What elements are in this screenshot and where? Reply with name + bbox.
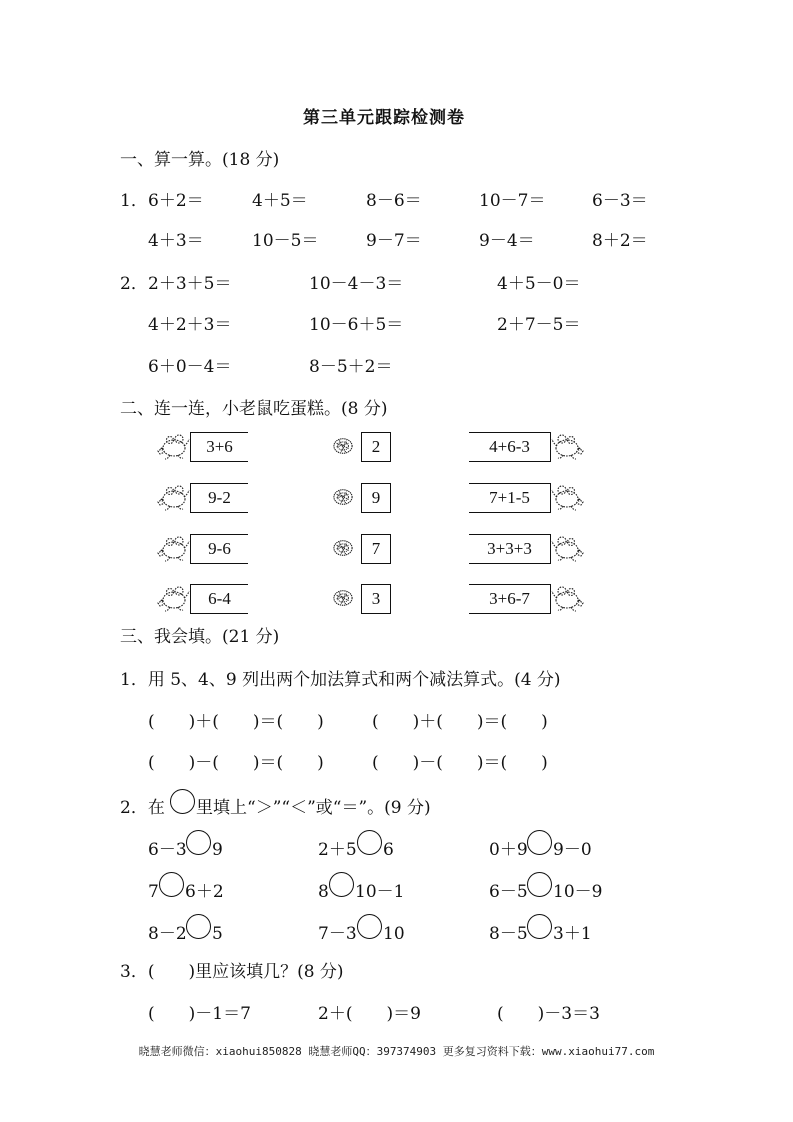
mouse-icon bbox=[156, 431, 190, 461]
compare-right: 6 bbox=[383, 840, 394, 860]
fill-equation[interactable]: 2＋( )＝9 bbox=[318, 1004, 421, 1024]
mouse-icon bbox=[156, 482, 190, 512]
expression: 4＋3＝ bbox=[148, 231, 204, 251]
mouse-icon bbox=[551, 533, 585, 563]
cake-icon bbox=[332, 487, 354, 507]
mouse-icon bbox=[551, 583, 585, 613]
compare-circle[interactable] bbox=[527, 830, 552, 855]
expression: 6＋2＝ bbox=[148, 191, 204, 211]
mouse-icon bbox=[551, 482, 585, 512]
expression: 10－6＋5＝ bbox=[309, 315, 404, 335]
mouse-expression-box[interactable]: 4+6-3 bbox=[469, 432, 551, 462]
q3-1-text: 1．用 5、4、9 列出两个加法算式和两个减法算式。(4 分) bbox=[120, 670, 561, 690]
fill-equation[interactable]: ( )－( )＝( ) bbox=[372, 753, 548, 773]
compare-right: 6＋2 bbox=[185, 882, 224, 902]
mouse-icon bbox=[156, 533, 190, 563]
fill-equation[interactable]: ( )－( )＝( ) bbox=[148, 753, 324, 773]
compare-circle[interactable] bbox=[357, 830, 382, 855]
compare-circle[interactable] bbox=[527, 872, 552, 897]
compare-left: 6－3 bbox=[148, 840, 187, 860]
q1-label: 1． bbox=[120, 191, 148, 211]
compare-right: 9－0 bbox=[553, 840, 592, 860]
section-3-heading: 三、我会填。(21 分) bbox=[120, 627, 280, 647]
compare-left: 8－5 bbox=[489, 924, 528, 944]
mouse-expression-box[interactable]: 3+6 bbox=[190, 432, 248, 462]
expression: 8＋2＝ bbox=[592, 231, 648, 251]
page-title: 第三单元跟踪检测卷 bbox=[303, 108, 465, 128]
cake-number-box[interactable]: 9 bbox=[361, 483, 391, 513]
cake-number-box[interactable]: 2 bbox=[361, 432, 391, 462]
mouse-expression-box[interactable]: 3+3+3 bbox=[469, 534, 551, 564]
mouse-expression-box[interactable]: 7+1-5 bbox=[469, 483, 551, 513]
fill-equation[interactable]: ( )－1＝7 bbox=[148, 1004, 251, 1024]
expression: 9－7＝ bbox=[366, 231, 422, 251]
expression: 4＋5＝ bbox=[252, 191, 308, 211]
compare-right: 10 bbox=[383, 924, 405, 944]
compare-right: 10－9 bbox=[553, 882, 603, 902]
expression: 2＋7－5＝ bbox=[497, 315, 581, 335]
mouse-expression-box[interactable]: 6-4 bbox=[190, 584, 248, 614]
fill-equation[interactable]: ( )＋( )＝( ) bbox=[148, 712, 324, 732]
q3-3-text: 3．( )里应该填几？(8 分) bbox=[120, 962, 344, 982]
q3-2-label: 2．在 bbox=[120, 798, 165, 818]
compare-circle[interactable] bbox=[357, 914, 382, 939]
mouse-icon bbox=[156, 583, 190, 613]
compare-circle[interactable] bbox=[329, 872, 354, 897]
compare-right: 3＋1 bbox=[553, 924, 592, 944]
expression: 9－4＝ bbox=[479, 231, 535, 251]
compare-left: 0＋9 bbox=[489, 840, 528, 860]
expression: 4＋5－0＝ bbox=[497, 274, 581, 294]
expression: 8－6＝ bbox=[366, 191, 422, 211]
expression: 8－5＋2＝ bbox=[309, 357, 393, 377]
cake-number-box[interactable]: 3 bbox=[361, 584, 391, 614]
compare-left: 2＋5 bbox=[318, 840, 357, 860]
cake-icon bbox=[332, 538, 354, 558]
mouse-expression-box[interactable]: 3+6-7 bbox=[469, 584, 551, 614]
cake-icon bbox=[332, 588, 354, 608]
compare-left: 6－5 bbox=[489, 882, 528, 902]
circle-blank-icon bbox=[170, 789, 195, 814]
compare-left: 7－3 bbox=[318, 924, 357, 944]
compare-circle[interactable] bbox=[186, 830, 211, 855]
compare-left: 8－2 bbox=[148, 924, 187, 944]
expression: 6－3＝ bbox=[592, 191, 648, 211]
cake-icon bbox=[332, 436, 354, 456]
cake-number-box[interactable]: 7 bbox=[361, 534, 391, 564]
footer-note: 晓慧老师微信：xiaohui850828 晓慧老师QQ：397374903 更多复习资料下载：www.xiaohui77.com bbox=[138, 1045, 655, 1058]
compare-right: 5 bbox=[212, 924, 223, 944]
expression: 10－4－3＝ bbox=[309, 274, 404, 294]
expression: 4＋2＋3＝ bbox=[148, 315, 232, 335]
section-1-heading: 一、算一算。(18 分) bbox=[120, 150, 280, 170]
expression: 2＋3＋5＝ bbox=[148, 274, 232, 294]
compare-left: 7 bbox=[148, 882, 159, 902]
mouse-expression-box[interactable]: 9-2 bbox=[190, 483, 248, 513]
expression: 10－7＝ bbox=[479, 191, 546, 211]
mouse-icon bbox=[551, 431, 585, 461]
fill-equation[interactable]: ( )＋( )＝( ) bbox=[372, 712, 548, 732]
compare-right: 10－1 bbox=[355, 882, 405, 902]
fill-equation[interactable]: ( )－3＝3 bbox=[497, 1004, 600, 1024]
q3-2-text: 里填上“＞”“＜”或“＝”。(9 分) bbox=[196, 798, 431, 818]
mouse-expression-box[interactable]: 9-6 bbox=[190, 534, 248, 564]
q2-label: 2． bbox=[120, 274, 148, 294]
section-2-heading: 二、连一连，小老鼠吃蛋糕。(8 分) bbox=[120, 399, 388, 419]
compare-right: 9 bbox=[212, 840, 223, 860]
compare-left: 8 bbox=[318, 882, 329, 902]
compare-circle[interactable] bbox=[159, 872, 184, 897]
expression: 6＋0－4＝ bbox=[148, 357, 232, 377]
expression: 10－5＝ bbox=[252, 231, 319, 251]
compare-circle[interactable] bbox=[186, 914, 211, 939]
compare-circle[interactable] bbox=[527, 914, 552, 939]
